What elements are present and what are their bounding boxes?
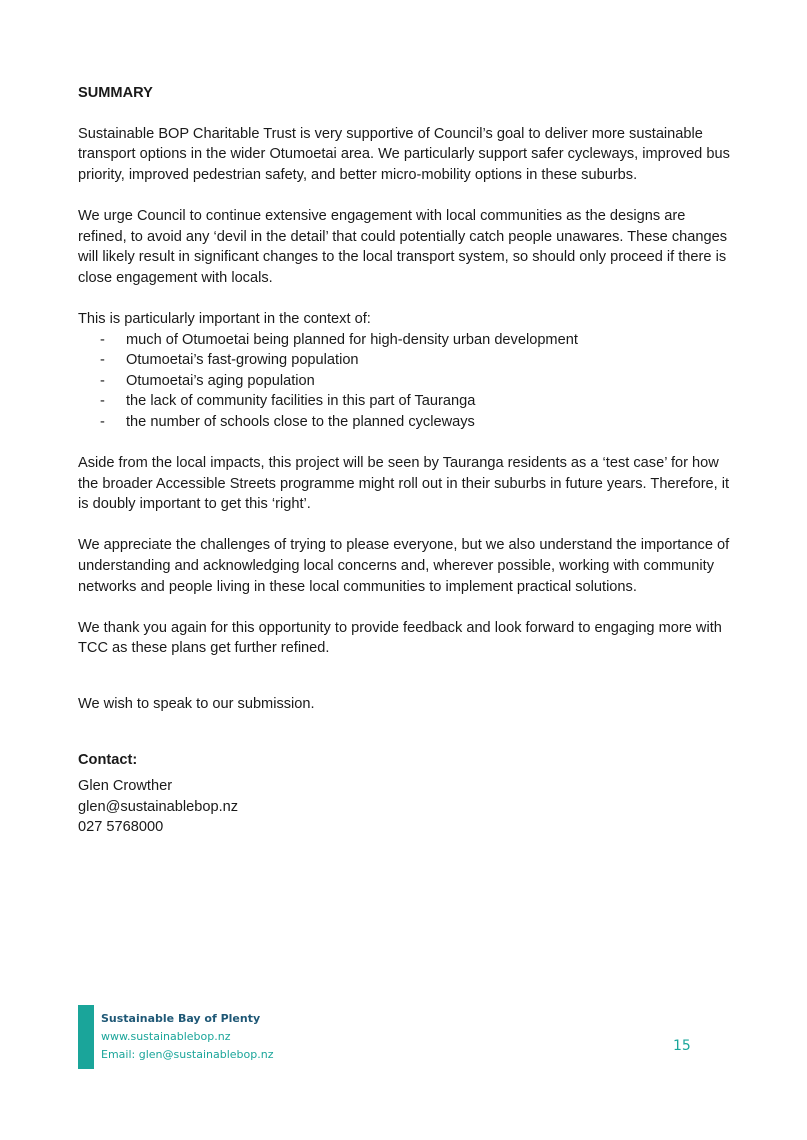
footer-email-link[interactable]: Email: glen@sustainablebop.nz bbox=[101, 1048, 274, 1061]
list-item-text: the lack of community facilities in this part of Tauranga bbox=[126, 393, 476, 410]
context-lead-paragraph: This is particularly important in the context of: bbox=[78, 310, 371, 327]
list-dash: - bbox=[100, 393, 105, 410]
list-item bbox=[78, 391, 738, 412]
test-case-paragraph: Aside from the local impacts, this project will be seen by Tauranga residents as a ‘test case’ for how the broader Accessible Streets programme might roll out in their suburbs in future years. Therefore, it is doubly important to get this ‘right’. bbox=[78, 455, 730, 513]
footer-accent-bar bbox=[78, 1005, 94, 1069]
list-dash: - bbox=[100, 372, 105, 389]
footer bbox=[101, 1010, 274, 1064]
list-item bbox=[78, 350, 738, 371]
list-item-text: Otumoetai’s aging population bbox=[126, 372, 315, 389]
contact-email: glen@sustainablebop.nz bbox=[78, 798, 239, 815]
list-item-text: much of Otumoetai being planned for high-density urban development bbox=[126, 331, 578, 348]
page-number: 15 bbox=[673, 1038, 691, 1054]
intro-paragraph: Sustainable BOP Charitable Trust is very supportive of Council’s goal to deliver more sustainable transport options in the wider Otumoetai area. We particularly support safer cycleways, improved bus priority, improved pedestrian safety, and better micro-mobility options in these suburbs. bbox=[78, 125, 730, 183]
list-item bbox=[78, 412, 738, 433]
engagement-paragraph: We urge Council to continue extensive engagement with local communities as the designs are refined, to avoid any ‘devil in the detail’ that could potentially catch people unawares. These changes will likely result in significant changes to the local transport system, so should only proceed if there is close engagement with locals. bbox=[78, 207, 728, 286]
list-item-text: Otumoetai’s fast-growing population bbox=[126, 352, 359, 369]
list-dash: - bbox=[100, 413, 105, 430]
list-item-text: the number of schools close to the planned cycleways bbox=[126, 413, 475, 430]
list-dash: - bbox=[100, 352, 105, 369]
context-list bbox=[78, 330, 738, 433]
footer-website-link[interactable]: www.sustainablebop.nz bbox=[101, 1030, 231, 1043]
summary-heading: SUMMARY bbox=[78, 85, 153, 101]
challenges-paragraph: We appreciate the challenges of trying to please everyone, but we also understand the importance of understanding and acknowledging local concerns and, wherever possible, working with community networks and people living in these local communities to implement practical solutions. bbox=[78, 537, 730, 595]
footer-organisation: Sustainable Bay of Plenty bbox=[101, 1012, 261, 1025]
list-item bbox=[78, 371, 738, 392]
contact-heading: Contact: bbox=[78, 751, 138, 768]
list-dash: - bbox=[100, 331, 105, 348]
contact-name: Glen Crowther bbox=[78, 778, 173, 795]
contact-phone: 027 5768000 bbox=[78, 819, 164, 836]
thanks-paragraph: We thank you again for this opportunity to provide feedback and look forward to engaging more with TCC as these plans get further refined. bbox=[78, 619, 722, 657]
speak-paragraph: We wish to speak to our submission. bbox=[78, 696, 315, 713]
list-item bbox=[78, 330, 738, 351]
page-content bbox=[78, 83, 738, 838]
